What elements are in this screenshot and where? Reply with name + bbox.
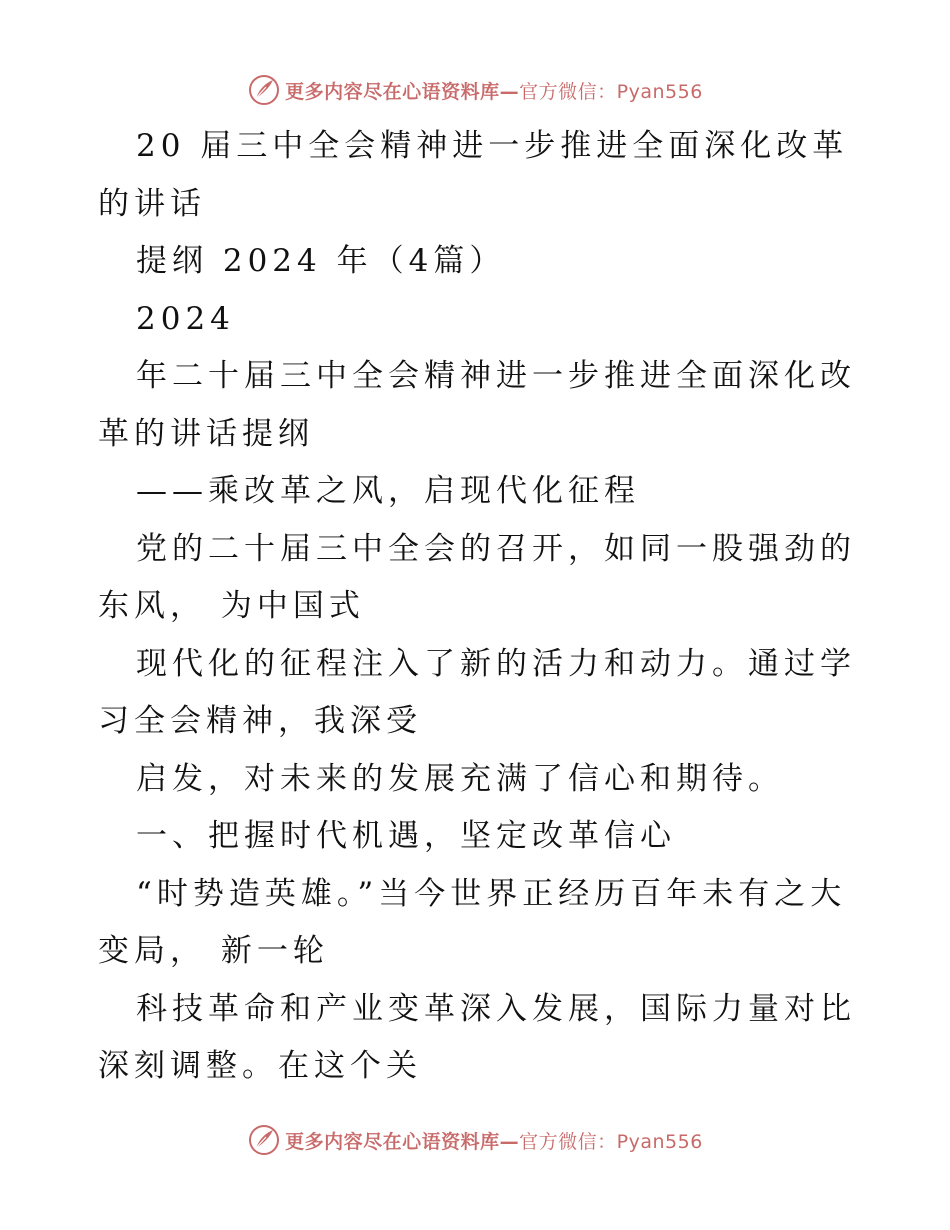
header-banner: [0, 68, 950, 112]
banner-dash: —: [499, 1130, 520, 1153]
banner-wechat-text: 官方微信：Pyan556: [519, 1130, 703, 1153]
doc-subtitle-line: 提纲 2024 年（4篇）: [136, 243, 506, 279]
doc-title-line: 20 届三中全会精神进一步推进全面深化改革的讲话: [98, 128, 849, 222]
banner-wechat-text: 官方微信：Pyan556: [519, 80, 703, 103]
banner-main-text: 更多内容尽在心语资料库: [285, 1130, 500, 1153]
doc-slogan-line: ——乘改革之风，启现代化征程: [136, 473, 640, 509]
doc-paragraph: 启发，对未来的发展充满了信心和期待。: [136, 760, 784, 797]
doc-paragraph: 党的二十届三中全会的召开，如同一股强劲的东风， 为中国式: [98, 530, 856, 624]
doc-paragraph: 科技革命和产业变革深入发展，国际力量对比深刻调整。在这个关: [98, 990, 856, 1084]
feather-pen-logo-icon: [247, 1123, 281, 1157]
doc-year-line: 2024: [136, 300, 235, 337]
document-body: [98, 118, 858, 1096]
banner-text: [285, 1127, 703, 1154]
banner-main-text: 更多内容尽在心语资料库: [285, 80, 500, 103]
footer-banner: [0, 1118, 950, 1162]
doc-section-heading: 一、把握时代机遇，坚定改革信心: [136, 818, 676, 854]
banner-dash: —: [499, 80, 520, 103]
doc-paragraph: “时势造英雄。”当今世界正经历百年未有之大变局， 新一轮: [98, 875, 847, 969]
feather-pen-logo-icon: [247, 73, 281, 107]
doc-heading-line: 年二十届三中全会精神进一步推进全面深化改革的讲话提纲: [98, 358, 856, 452]
doc-paragraph: 现代化的征程注入了新的活力和动力。通过学习全会精神，我深受: [98, 645, 856, 739]
banner-text: [285, 77, 703, 104]
